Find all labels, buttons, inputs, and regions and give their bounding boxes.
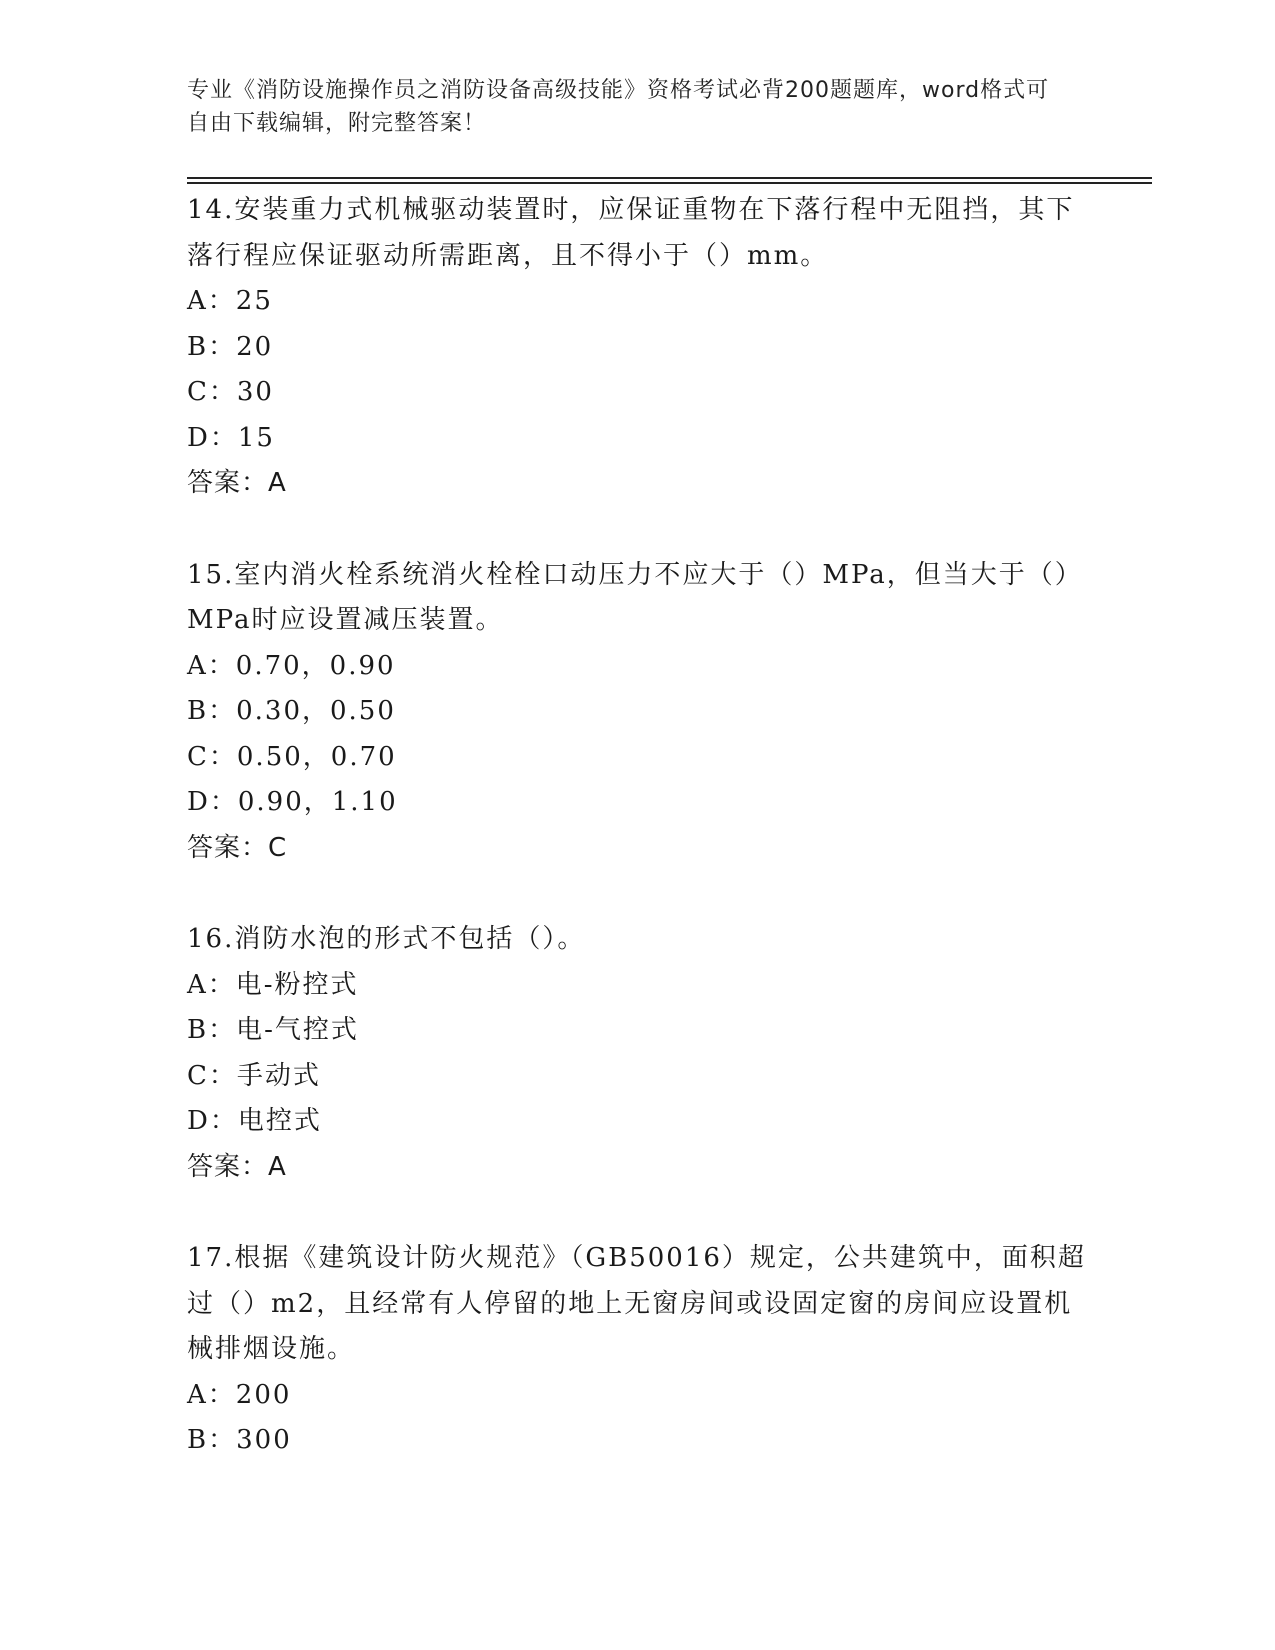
option-d: D：电控式 xyxy=(187,1106,322,1136)
answer-line: 答案：A xyxy=(187,468,287,498)
question-16 xyxy=(187,917,1087,1190)
option-c: C：0.50，0.70 xyxy=(187,741,397,772)
question-text: 16.消防水泡的形式不包括（）。 xyxy=(187,924,586,954)
option-a: A：电-粉控式 xyxy=(187,969,359,1000)
header-divider-bottom xyxy=(187,182,1152,184)
option-b: B：电-气控式 xyxy=(187,1015,359,1045)
option-d: D：15 xyxy=(187,422,275,453)
option-b: B：20 xyxy=(187,331,274,362)
option-b: B：300 xyxy=(187,1425,292,1455)
option-a: A：200 xyxy=(187,1379,292,1410)
option-b: B：0.30，0.50 xyxy=(187,696,396,726)
question-text: 15.室内消火栓系统消火栓栓口动压力不应大于（）MPa，但当大于（）MPa时应设置减压装置。 xyxy=(187,559,1083,635)
question-list xyxy=(187,188,1087,1510)
option-c: C：30 xyxy=(187,377,274,407)
question-14 xyxy=(187,188,1087,507)
question-text: 17.根据《建筑设计防火规范》（GB50016）规定，公共建筑中，面积超过（）m2，且经常有人停留的地上无窗房间或设固定窗的房间应设置机械排烟设施。 xyxy=(187,1243,1086,1364)
question-15 xyxy=(187,553,1087,872)
option-a: A：25 xyxy=(187,286,273,316)
option-a: A：0.70，0.90 xyxy=(187,650,396,681)
header-divider-top xyxy=(187,177,1152,179)
question-17 xyxy=(187,1236,1087,1464)
option-d: D：0.90，1.10 xyxy=(187,787,398,817)
question-text: 14.安装重力式机械驱动装置时，应保证重物在下落行程中无阻挡，其下落行程应保证驱动所需距离，且不得小于（）mm。 xyxy=(187,195,1075,271)
answer-line: 答案：C xyxy=(187,832,288,863)
answer-line: 答案：A xyxy=(187,1151,287,1182)
document-header: 专业《消防设施操作员之消防设备高级技能》资格考试必背200题题库，word格式可自由下载编辑，附完整答案！ xyxy=(187,78,1050,136)
option-c: C：手动式 xyxy=(187,1060,321,1091)
